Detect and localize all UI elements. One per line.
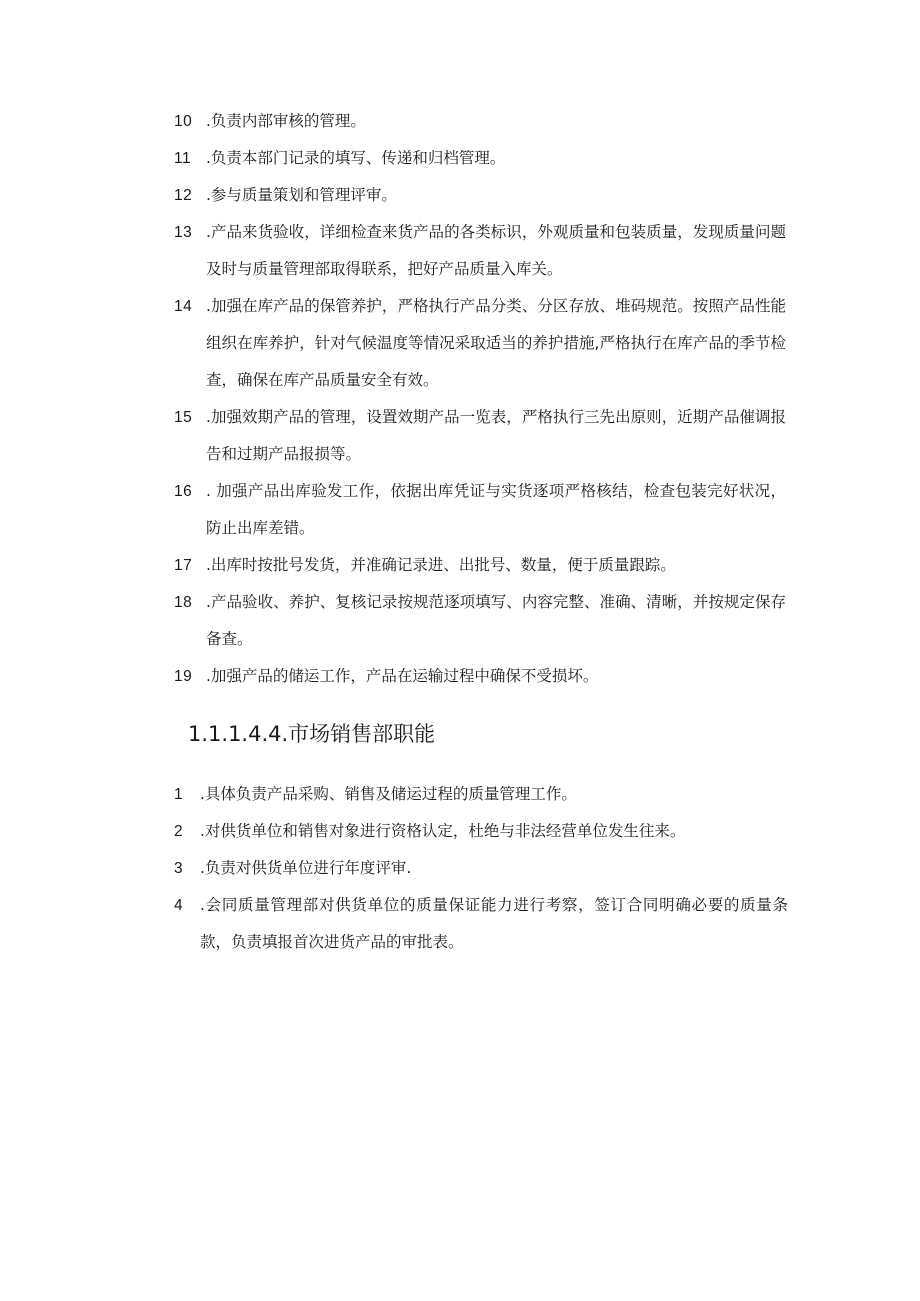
item-number: 13 [174,224,193,241]
duty-list-storage [0,103,920,695]
item-text: .负责对供货单位进行年度评审. [200,859,412,877]
item-text: .负责本部门记录的填写、传递和归档管理。 [206,149,506,167]
duty-list-sales [0,776,920,961]
list-item [0,658,920,695]
list-item [0,288,920,399]
item-text: .产品来货验收，详细检查来货产品的各类标识，外观质量和包装质量，发现质量问题及时与质量管理部取得联系，把好产品质量入库关。 [206,223,786,278]
item-text: .加强产品的储运工作，产品在运输过程中确保不受损坏。 [206,667,599,685]
item-number: 18 [174,594,193,611]
list-item [0,776,920,813]
item-number: 10 [174,113,193,130]
item-number: 17 [174,557,193,574]
item-number: 2 [174,823,184,840]
item-text: . 加强产品出库验发工作，依据出库凭证与实货逐项严格核结，检查包装完好状况，防止出库差错。 [206,482,786,537]
list-item [0,547,920,584]
list-item [0,214,920,288]
item-number: 11 [174,150,192,167]
section-heading: 1.1.1.4.4.市场销售部职能 [188,722,436,746]
list-item [0,850,920,887]
list-item [0,473,920,547]
list-item [0,399,920,473]
list-item [0,177,920,214]
item-text: .出库时按批号发货，并准确记录进、出批号、数量，便于质量跟踪。 [206,556,676,574]
list-item [0,584,920,658]
item-text: .负责内部审核的管理。 [206,112,366,130]
item-text: .加强在库产品的保管养护，严格执行产品分类、分区存放、堆码规范。按照产品性能组织在库养护，针对气候温度等情况采取适当的养护措施,严格执行在库产品的季节检查，确保在库产品质量安全有效。 [206,297,786,389]
item-text: .参与质量策划和管理评审。 [206,186,397,204]
item-number: 3 [174,860,184,877]
list-item [0,140,920,177]
item-number: 16 [174,483,193,500]
list-item [0,103,920,140]
item-number: 4 [174,897,184,914]
item-number: 12 [174,187,193,204]
item-number: 1 [174,786,184,803]
item-text: .加强效期产品的管理，设置效期产品一览表，严格执行三先出原则，近期产品催调报告和过期产品报损等。 [206,408,786,463]
item-text: .产品验收、养护、复核记录按规范逐项填写、内容完整、准确、清晰，并按规定保存备查。 [206,593,786,648]
item-text: .会同质量管理部对供货单位的质量保证能力进行考察，签订合同明确必要的质量条款，负责填报首次进货产品的审批表。 [200,896,788,951]
item-text: .具体负责产品采购、销售及储运过程的质量管理工作。 [200,785,577,803]
list-item [0,887,920,961]
item-text: .对供货单位和销售对象进行资格认定，杜绝与非法经营单位发生往来。 [200,822,686,840]
item-number: 15 [174,409,193,426]
list-item [0,813,920,850]
item-number: 14 [174,298,193,315]
item-number: 19 [174,668,193,685]
